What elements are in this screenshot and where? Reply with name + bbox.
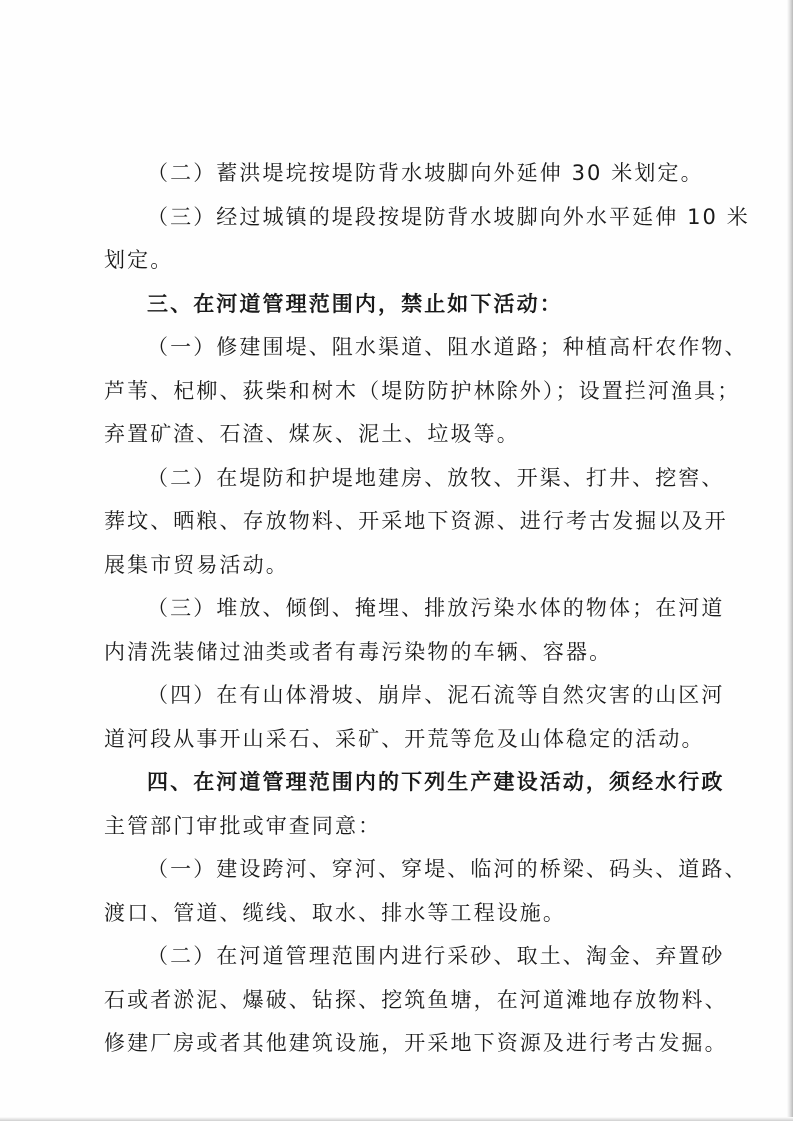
paragraph-line-6: 芦苇、杞柳、荻柴和树木（堤防防护林除外）；设置拦河渔具； (104, 378, 741, 403)
paragraph-line-7: 弃置矿渣、石渣、煤灰、泥土、垃圾等。 (104, 422, 520, 446)
paragraph-line-21: 修建厂房或者其他建筑设施，开采地下资源及进行考古发掘。 (104, 1031, 728, 1055)
paragraph-line-2: （三）经过城镇的堤段按堤防背水坡脚向外水平延伸 10 米 (147, 204, 750, 229)
paragraph-line-19: （二）在河道管理范围内进行采砂、取土、淘金、弃置砂 (147, 944, 725, 968)
paragraph-line-8: （二）在堤防和护堤地建房、放牧、开渠、打井、挖窖、 (147, 465, 725, 490)
paragraph-line-9: 葬坟、晒粮、存放物料、开采地下资源、进行考古发掘以及开 (104, 509, 728, 533)
paragraph-line-1: （二）蓄洪堤垸按堤防背水坡脚向外延伸 30 米划定。 (147, 161, 704, 185)
scan-bottom-shadow (0, 1117, 793, 1121)
paragraph-line-10: 展集市贸易活动。 (104, 552, 289, 577)
section-heading-4: 四、在河道管理范围内的下列生产建设活动，须经水行政 (147, 770, 725, 794)
scan-edge-shadow (787, 0, 793, 1121)
paragraph-line-5: （一）修建围堤、阻水渠道、阻水道路；种植高杆农作物、 (147, 335, 748, 359)
paragraph-line-18: 渡口、管道、缆线、取水、排水等工程设施。 (104, 900, 566, 925)
paragraph-line-20: 石或者淤泥、爆破、钻探、挖筑鱼塘，在河道滩地存放物料、 (104, 987, 728, 1012)
section-heading-3: 三、在河道管理范围内，禁止如下活动： (147, 291, 563, 316)
paragraph-line-12: 内清洗装储过油类或者有毒污染物的车辆、容器。 (104, 639, 613, 664)
paragraph-line-14: 道河段从事开山采石、采矿、开荒等危及山体稳定的活动。 (104, 726, 705, 751)
paragraph-line-11: （三）堆放、倾倒、掩埋、排放污染水体的物体；在河道 (147, 596, 725, 620)
paragraph-line-16: 主管部门审批或审查同意： (104, 813, 382, 838)
document-body (104, 152, 750, 1066)
paragraph-line-3: 划定。 (104, 248, 174, 272)
paragraph-line-13: （四）在有山体滑坡、崩岸、泥石流等自然灾害的山区河 (147, 683, 725, 707)
paragraph-line-17: （一）建设跨河、穿河、穿堤、临河的桥梁、码头、道路、 (147, 857, 748, 881)
